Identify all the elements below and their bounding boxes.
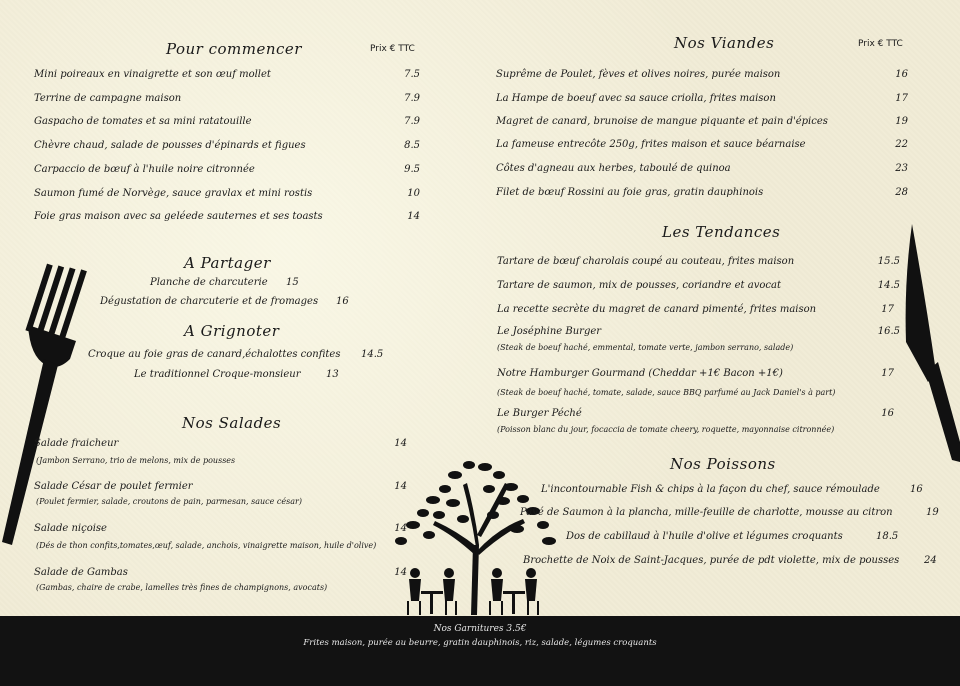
menu-item-price: 23 — [895, 163, 908, 174]
menu-item-name: Côtes d'agneau aux herbes, taboulé de quinoa — [496, 163, 731, 174]
section-title-viandes: Nos Viandes — [674, 34, 775, 52]
menu-item-name: Le Burger Péché — [497, 408, 582, 419]
tree-icon — [393, 455, 563, 616]
menu-item-name: La fameuse entrecôte 250g, frites maison et sauce béarnaise — [496, 139, 806, 150]
menu-item-price: 15 — [286, 277, 299, 288]
menu-item-price: 28 — [895, 187, 908, 198]
menu-item-name: Salade fraicheur — [34, 438, 119, 449]
menu-item-name: Brochette de Noix de Saint-Jacques, purée de pdt violette, mix de pousses — [523, 555, 900, 566]
menu-item-price: 10 — [407, 188, 420, 199]
menu-item-name: Planche de charcuterie — [150, 277, 268, 288]
menu-item-price: 14 — [394, 438, 407, 449]
menu-item-desc: (Jambon Serrano, trio de melons, mix de pousses — [36, 456, 236, 465]
menu-item-name: Salade niçoise — [34, 523, 107, 534]
menu-item-price: 14 — [394, 523, 407, 534]
menu-item-price: 17 — [881, 304, 894, 315]
section-title-salades: Nos Salades — [182, 414, 282, 432]
menu-item-price: 18.5 — [876, 531, 899, 542]
menu-item-price: 16 — [881, 408, 894, 419]
menu-item-price: 24 — [924, 555, 937, 566]
menu-item-price: 14 — [407, 211, 420, 222]
menu-item-price: 15.5 — [877, 256, 900, 267]
menu-item-name: Croque au foie gras de canard,échalottes confites — [88, 349, 341, 360]
menu-item-name: La recette secrète du magret de canard pimenté, frites maison — [497, 304, 817, 315]
knife-icon — [896, 222, 960, 462]
menu-item-price: 14.5 — [361, 349, 384, 360]
menu-item-price: 13 — [326, 369, 339, 380]
menu-item-name: Dos de cabillaud à l'huile d'olive et légumes croquants — [566, 531, 843, 542]
menu-item-name: Salade de Gambas — [34, 567, 128, 578]
menu-item-name: Carpaccio de bœuf à l'huile noire citronnée — [34, 164, 255, 175]
menu-item-name: Salade César de poulet fermier — [34, 481, 193, 492]
menu-item-name: Pavé de Saumon à la plancha, mille-feuille de charlotte, mousse au citron — [520, 507, 893, 518]
prix-label: Prix € TTC — [858, 39, 903, 49]
menu-item-name: Tartare de bœuf charolais coupé au couteau, frites maison — [497, 256, 795, 267]
menu-item-desc: (Dés de thon confits,tomates,œuf, salade, anchois, vinaigrette maison, huile d'olive) — [36, 541, 377, 550]
footer-text: Frites maison, purée au beurre, gratin dauphinois, riz, salade, légumes croquants — [303, 638, 657, 648]
menu-item-price: 17 — [881, 368, 894, 379]
menu-item-price: 14 — [394, 481, 407, 492]
menu-item-desc: (Poisson blanc du jour, focaccia de tomate cheery, roquette, mayonnaise citronnée) — [497, 425, 835, 434]
footer-garnitures — [0, 616, 960, 686]
menu-item-name: Dégustation de charcuterie et de fromages — [100, 296, 319, 307]
fork-icon — [0, 255, 92, 555]
section-title-partager: A Partager — [184, 254, 271, 272]
menu-item-price: 9.5 — [404, 164, 420, 175]
menu-item-price: 8.5 — [404, 140, 420, 151]
menu-item-price: 19 — [926, 507, 939, 518]
menu-item-price: 16 — [895, 69, 908, 80]
section-title-tendances: Les Tendances — [662, 223, 781, 241]
menu-item-name: Chèvre chaud, salade de pousses d'épinards et figues — [34, 140, 306, 151]
section-title-poissons: Nos Poissons — [670, 455, 776, 473]
menu-item-desc: (Poulet fermier, salade, croutons de pain, parmesan, sauce césar) — [36, 497, 302, 506]
section-title-grignoter: A Grignoter — [184, 322, 280, 340]
menu-item-name: Gaspacho de tomates et sa mini ratatouille — [34, 116, 252, 127]
menu-item-name: Foie gras maison avec sa geléede sauternes et ses toasts — [34, 211, 323, 222]
menu-item-name: Le traditionnel Croque-monsieur — [134, 369, 301, 380]
menu-item-name: L'incontournable Fish & chips à la façon du chef, sauce rémoulade — [541, 484, 880, 495]
menu-item-desc: (Steak de boeuf haché, emmental, tomate verte, jambon serrano, salade) — [497, 343, 794, 352]
menu-item-price: 22 — [895, 139, 908, 150]
menu-item-name: Saumon fumé de Norvège, sauce gravlax et mini rostis — [34, 188, 313, 199]
menu-item-name: Tartare de saumon, mix de pousses, coriandre et avocat — [497, 280, 781, 291]
menu-item-price: 14 — [394, 567, 407, 578]
menu-item-price: 7.9 — [404, 116, 420, 127]
prix-label: Prix € TTC — [370, 44, 415, 54]
menu-item-name: Terrine de campagne maison — [34, 93, 182, 104]
footer-title: Nos Garnitures 3.5€ — [433, 624, 527, 634]
menu-item-name: Filet de bœuf Rossini au foie gras, gratin dauphinois — [496, 187, 764, 198]
menu-item-desc: (Steak de boeuf haché, tomate, salade, sauce BBQ parfumé au Jack Daniel's à part) — [497, 388, 836, 397]
menu-item-price: 19 — [895, 116, 908, 127]
menu-item-price: 16.5 — [877, 326, 900, 337]
menu-item-desc: (Gambas, chaire de crabe, lamelles très fines de champignons, avocats) — [36, 583, 328, 592]
menu-item-price: 7.5 — [404, 69, 420, 80]
menu-item-name: Suprême de Poulet, fèves et olives noires, purée maison — [496, 69, 781, 80]
menu-item-name: La Hampe de boeuf avec sa sauce criolla, frites maison — [496, 93, 776, 104]
menu-item-name: Le Joséphine Burger — [497, 326, 602, 337]
section-title-commencer: Pour commencer — [166, 40, 302, 58]
menu-item-price: 16 — [910, 484, 923, 495]
menu-item-price: 17 — [895, 93, 908, 104]
menu-item-name: Mini poireaux en vinaigrette et son œuf mollet — [34, 69, 271, 80]
menu-item-price: 7.9 — [404, 93, 420, 104]
menu-item-name: Notre Hamburger Gourmand (Cheddar +1€ Bacon +1€) — [497, 368, 783, 379]
menu-item-price: 16 — [336, 296, 349, 307]
menu-item-price: 14.5 — [877, 280, 900, 291]
menu-item-name: Magret de canard, brunoise de mangue piquante et pain d'épices — [496, 116, 828, 127]
